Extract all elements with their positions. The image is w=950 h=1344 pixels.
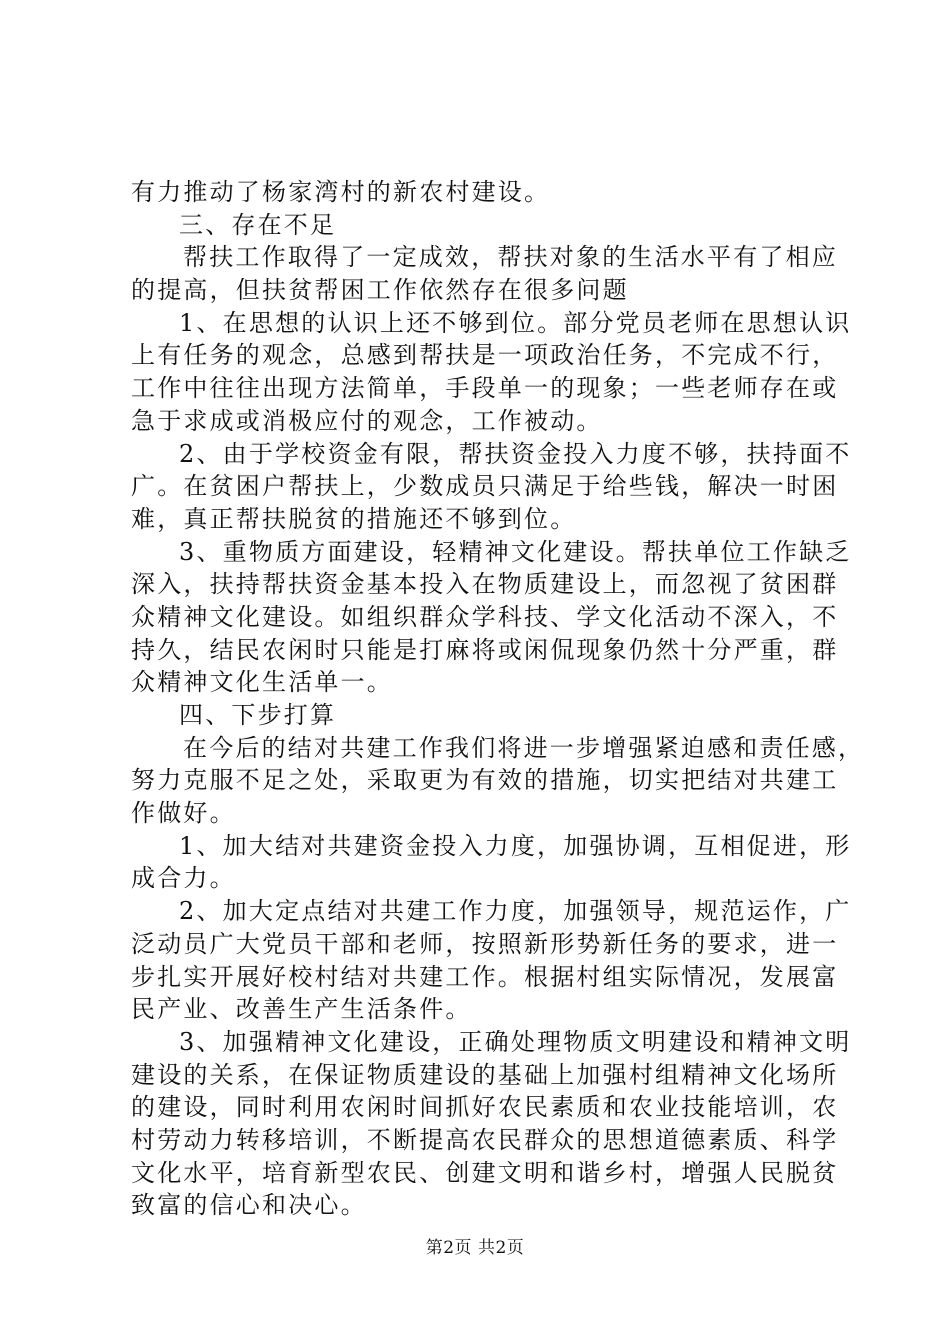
page-footer: 第2页 共2页 <box>425 1238 525 1258</box>
text-line: 1、加大结对共建资金投入力度，加强协调，互相促进，形 <box>179 831 852 860</box>
text-line: 工作中往往出现方法简单，手段单一的现象；一些老师存在或 <box>131 374 839 403</box>
text-line: 泛动员广大党员干部和老师，按照新形势新任务的要求，进一 <box>131 929 839 958</box>
text-line: 民产业、改善生产生活条件。 <box>131 995 472 1024</box>
text-line: 帮扶工作取得了一定成效，帮扶对象的生活水平有了相应 <box>183 243 838 272</box>
text-line: 文化水平，培育新型农民、创建文明和谐乡村，增强人民脱贫 <box>131 1158 839 1187</box>
text-line: 3、重物质方面建设，轻精神文化建设。帮扶单位工作缺乏 <box>179 537 852 566</box>
text-line: 建设的关系，在保证物质建设的基础上加强村组精神文化场所 <box>131 1060 839 1089</box>
text-line: 2、由于学校资金有限，帮扶资金投入力度不够，扶持面不 <box>179 439 852 468</box>
text-line: 四、下步打算 <box>179 701 337 729</box>
text-line: 急于求成或消极应付的观念，工作被动。 <box>131 406 603 435</box>
document-body <box>131 176 865 1222</box>
text-line: 广。在贫困户帮扶上，少数成员只满足于给些钱，解决一时困 <box>131 472 839 501</box>
text-line: 的建设，同时利用农闲时间抓好农民素质和农业技能培训，农 <box>131 1093 839 1122</box>
text-line: 众精神文化建设。如组织群众学科技、学文化活动不深入，不 <box>131 602 839 631</box>
text-line: 众精神文化生活单一。 <box>131 668 393 697</box>
text-line: 成合力。 <box>131 864 236 893</box>
text-line: 努力克服不足之处，采取更为有效的措施，切实把结对共建工 <box>131 766 839 795</box>
text-line: 作做好。 <box>131 799 236 828</box>
text-line: 村劳动力转移培训，不断提高农民群众的思想道德素质、科学 <box>131 1125 839 1154</box>
text-line: 持久，结民农闲时只能是打麻将或闲侃现象仍然十分严重，群 <box>131 635 839 664</box>
text-line: 深入，扶持帮扶资金基本投入在物质建设上，而忽视了贫困群 <box>131 570 839 599</box>
text-line: 三、存在不足 <box>179 210 337 239</box>
text-line: 在今后的结对共建工作我们将进一步增强紧迫感和责任感， <box>183 733 865 762</box>
text-line: 1、在思想的认识上还不够到位。部分党员老师在思想认识 <box>179 308 852 337</box>
text-line: 3、加强精神文化建设，正确处理物质文明建设和精神文明 <box>179 1027 852 1056</box>
text-line: 2、加大定点结对共建工作力度，加强领导，规范运作，广 <box>179 897 852 926</box>
text-line: 致富的信心和决心。 <box>131 1191 367 1220</box>
text-line: 上有任务的观念，总感到帮扶是一项政治任务，不完成不行， <box>131 341 839 370</box>
text-line: 有力推动了杨家湾村的新农村建设。 <box>131 178 551 206</box>
text-line: 的提高，但扶贫帮困工作依然存在很多问题 <box>131 276 629 305</box>
text-line: 步扎实开展好校村结对共建工作。根据村组实际情况，发展富 <box>131 962 839 991</box>
text-line: 难，真正帮扶脱贫的措施还不够到位。 <box>131 504 577 533</box>
